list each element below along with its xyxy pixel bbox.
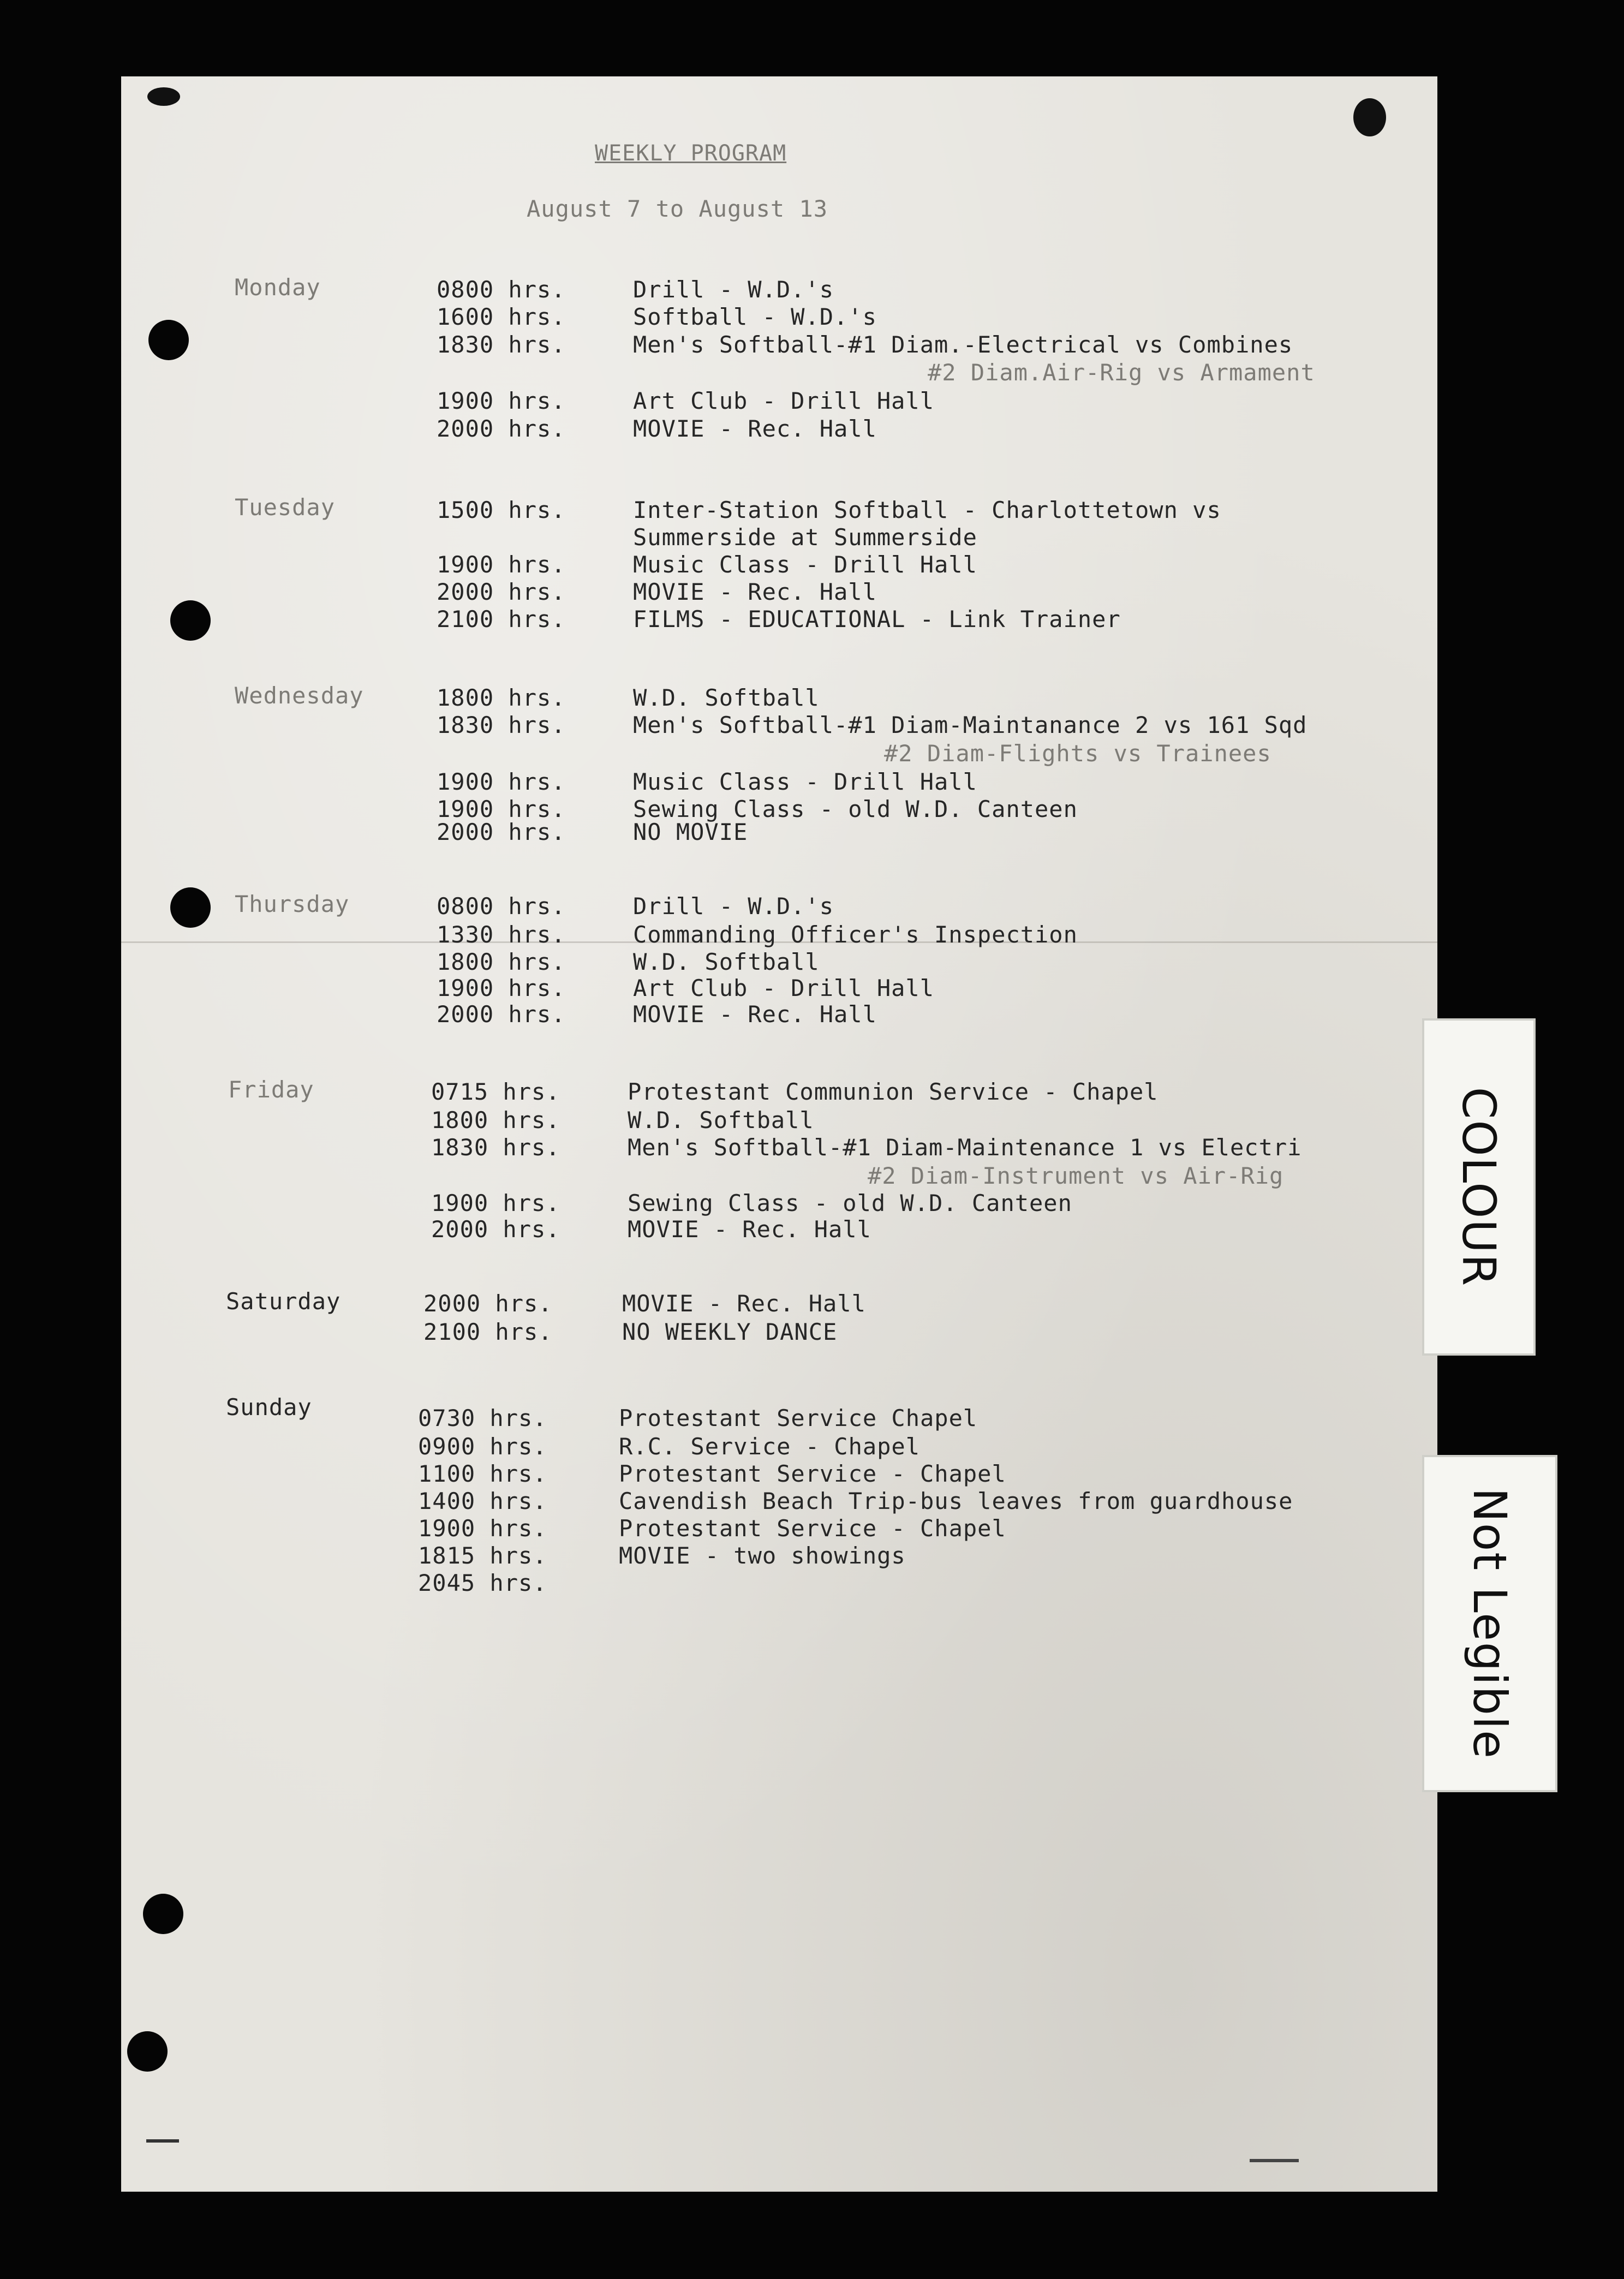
entry-time: 2000 hrs. bbox=[437, 1001, 566, 1028]
day-label: Saturday bbox=[226, 1288, 341, 1315]
entry-time: 1900 hrs. bbox=[431, 1190, 560, 1216]
entry-time: 1900 hrs. bbox=[437, 796, 566, 822]
entry-time: 1830 hrs. bbox=[437, 331, 566, 358]
day-label: Thursday bbox=[235, 891, 350, 917]
entry-event: W.D. Softball bbox=[633, 684, 820, 711]
entry-time: 2000 hrs. bbox=[437, 415, 566, 442]
entry-time: 1900 hrs. bbox=[437, 975, 566, 1001]
punch-hole bbox=[170, 887, 211, 928]
colour-tag bbox=[1422, 1018, 1536, 1356]
entry-event: MOVIE - Rec. Hall bbox=[633, 415, 877, 442]
date-range: August 7 to August 13 bbox=[527, 195, 828, 222]
punch-hole bbox=[170, 600, 211, 641]
entry-event: Drill - W.D.'s bbox=[633, 276, 834, 303]
entry-event: Protestant Service - Chapel bbox=[619, 1460, 1006, 1487]
entry-event-continued: #2 Diam-Instrument vs Air-Rig bbox=[868, 1162, 1284, 1189]
entry-time: 0800 hrs. bbox=[437, 276, 566, 303]
ink-speck bbox=[1353, 98, 1386, 136]
entry-time: 1800 hrs. bbox=[431, 1107, 560, 1133]
entry-event: Art Club - Drill Hall bbox=[633, 387, 935, 414]
entry-time: 1800 hrs. bbox=[437, 948, 566, 975]
entry-event: NO MOVIE bbox=[633, 819, 748, 845]
entry-time: 2100 hrs. bbox=[423, 1319, 553, 1345]
entry-time: 1900 hrs. bbox=[418, 1515, 547, 1542]
entry-time: 2045 hrs. bbox=[418, 1570, 547, 1596]
entry-time: 0730 hrs. bbox=[418, 1405, 547, 1431]
entry-time: 2100 hrs. bbox=[437, 606, 566, 633]
entry-event: FILMS - EDUCATIONAL - Link Trainer bbox=[633, 606, 1121, 633]
day-label: Wednesday bbox=[235, 682, 364, 709]
entry-time: 1500 hrs. bbox=[437, 497, 566, 523]
day-label: Monday bbox=[235, 274, 321, 301]
entry-event: Sewing Class - old W.D. Canteen bbox=[628, 1190, 1072, 1216]
entry-time: 0715 hrs. bbox=[431, 1078, 560, 1105]
entry-time: 1900 hrs. bbox=[437, 551, 566, 578]
entry-event: MOVIE - Rec. Hall bbox=[633, 578, 877, 605]
entry-event: Commanding Officer's Inspection bbox=[633, 921, 1078, 948]
entry-event: Cavendish Beach Trip-bus leaves from guardhouse bbox=[619, 1488, 1293, 1514]
entry-event: Men's Softball-#1 Diam-Maintenance 1 vs Electri bbox=[628, 1134, 1302, 1161]
entry-time: 2000 hrs. bbox=[423, 1290, 553, 1317]
scan-mark bbox=[1250, 2159, 1299, 2162]
day-label: Tuesday bbox=[235, 494, 336, 521]
day-label: Friday bbox=[228, 1076, 314, 1103]
entry-event: Softball - W.D.'s bbox=[633, 303, 877, 330]
entry-time: 2000 hrs. bbox=[437, 819, 566, 845]
page-title: WEEKLY PROGRAM bbox=[595, 141, 787, 166]
entry-event: NO WEEKLY DANCE bbox=[622, 1319, 838, 1345]
entry-event-continued: Summerside at Summerside bbox=[633, 524, 977, 551]
entry-event: Protestant Service - Chapel bbox=[619, 1515, 1006, 1542]
punch-hole bbox=[143, 1894, 183, 1934]
entry-event: W.D. Softball bbox=[628, 1107, 814, 1133]
scan-mark bbox=[146, 2139, 179, 2143]
colour-tag-label: COLOUR bbox=[1452, 1087, 1506, 1287]
entry-event: W.D. Softball bbox=[633, 948, 820, 975]
entry-event-continued: #2 Diam-Flights vs Trainees bbox=[884, 740, 1271, 767]
entry-time: 1600 hrs. bbox=[437, 303, 566, 330]
entry-time: 1815 hrs. bbox=[418, 1542, 547, 1569]
entry-event-continued: #2 Diam.Air-Rig vs Armament bbox=[928, 359, 1315, 386]
entry-event: Protestant Communion Service - Chapel bbox=[628, 1078, 1159, 1105]
entry-time: 2000 hrs. bbox=[431, 1216, 560, 1243]
entry-time: 1800 hrs. bbox=[437, 684, 566, 711]
punch-hole bbox=[127, 2031, 168, 2072]
entry-event: Inter-Station Softball - Charlottetown vs bbox=[633, 497, 1221, 523]
not-legible-tag-label: Not Legible bbox=[1463, 1488, 1516, 1759]
entry-event: Drill - W.D.'s bbox=[633, 893, 834, 920]
ink-speck bbox=[147, 87, 180, 106]
entry-time: 0900 hrs. bbox=[418, 1433, 547, 1460]
entry-event: Music Class - Drill Hall bbox=[633, 551, 977, 578]
entry-event: MOVIE - Rec. Hall bbox=[622, 1290, 866, 1317]
entry-event: MOVIE - two showings bbox=[619, 1542, 906, 1569]
not-legible-tag bbox=[1422, 1455, 1557, 1792]
entry-event: Men's Softball-#1 Diam.-Electrical vs Combines bbox=[633, 331, 1293, 358]
entry-event: MOVIE - Rec. Hall bbox=[633, 1001, 877, 1028]
entry-event: Music Class - Drill Hall bbox=[633, 768, 977, 795]
entry-time: 1400 hrs. bbox=[418, 1488, 547, 1514]
entry-time: 1900 hrs. bbox=[437, 768, 566, 795]
entry-time: 1830 hrs. bbox=[431, 1134, 560, 1161]
punch-hole bbox=[148, 320, 189, 360]
entry-time: 1900 hrs. bbox=[437, 387, 566, 414]
entry-time: 1830 hrs. bbox=[437, 712, 566, 738]
entry-event: Protestant Service Chapel bbox=[619, 1405, 978, 1431]
entry-event: Sewing Class - old W.D. Canteen bbox=[633, 796, 1078, 822]
day-label: Sunday bbox=[226, 1394, 312, 1421]
entry-event: MOVIE - Rec. Hall bbox=[628, 1216, 871, 1243]
entry-time: 1330 hrs. bbox=[437, 921, 566, 948]
entry-time: 2000 hrs. bbox=[437, 578, 566, 605]
entry-time: 1100 hrs. bbox=[418, 1460, 547, 1487]
entry-event: Art Club - Drill Hall bbox=[633, 975, 935, 1001]
entry-event: Men's Softball-#1 Diam-Maintanance 2 vs 161 Sqd bbox=[633, 712, 1307, 738]
entry-time: 0800 hrs. bbox=[437, 893, 566, 920]
entry-event: R.C. Service - Chapel bbox=[619, 1433, 921, 1460]
